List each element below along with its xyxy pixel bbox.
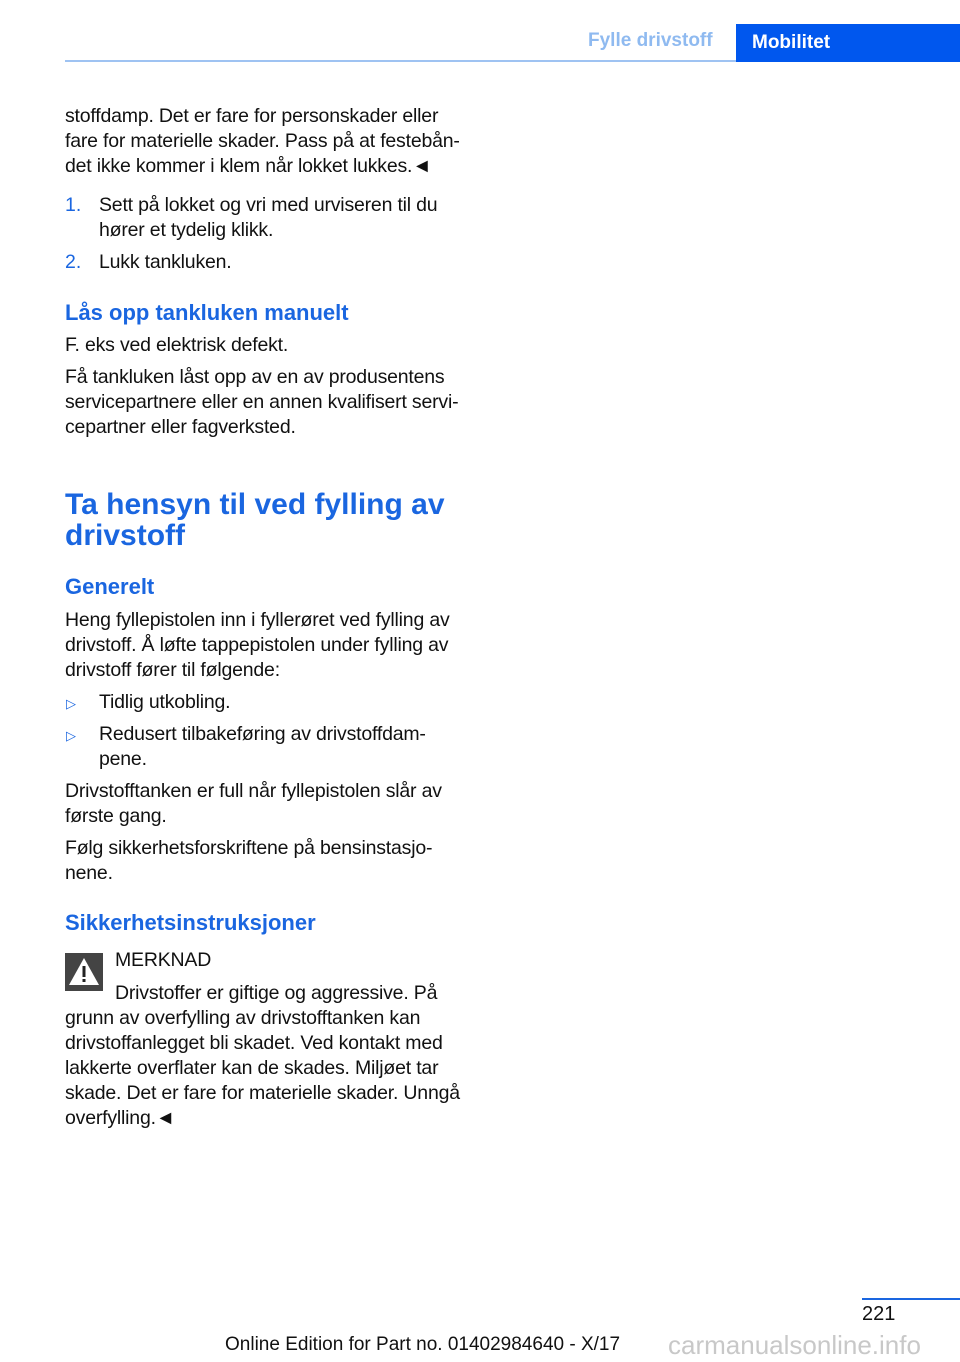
- unlock-p1: [65, 333, 485, 358]
- line: det ikke kommer i klem når lokket lukkes.◄: [65, 155, 432, 177]
- line: Drivstoffer er giftige og aggressive. På: [115, 982, 438, 1004]
- bullet-2: [99, 722, 519, 772]
- step-number: 1.: [65, 194, 82, 216]
- line: Få tankluken låst opp av en av produsentens: [65, 366, 445, 388]
- line: overfylling.◄: [65, 1107, 175, 1129]
- line: Følg sikkerhetsforskriftene på bensinstasjo-: [65, 837, 433, 859]
- general-heading: Generelt: [65, 574, 155, 599]
- step-number: 2.: [65, 251, 82, 273]
- line: lakkerte overflater kan de skades. Miljøet tar: [65, 1057, 439, 1079]
- warning-icon: [65, 953, 103, 991]
- line: servicepartnere eller en annen kvalifisert servi-: [65, 391, 459, 413]
- page-number-rule: [862, 1298, 960, 1300]
- step-1: [99, 193, 519, 243]
- line: pene.: [99, 748, 147, 770]
- line: fare for materielle skader. Pass på at festebån-: [65, 130, 460, 152]
- line: Tidlig utkobling.: [99, 691, 231, 713]
- line: stoffdamp. Det er fare for personskader eller: [65, 105, 439, 127]
- line: drivstoff. Å løfte tappepistolen under fylling av: [65, 634, 449, 656]
- notice-label: [115, 948, 535, 973]
- line: hører et tydelig klikk.: [99, 219, 274, 241]
- bullet-triangle-icon: ▷: [66, 728, 76, 743]
- step-2: [99, 250, 519, 275]
- general-p1: [65, 608, 485, 683]
- unlock-heading: Lås opp tankluken manuelt: [65, 300, 349, 325]
- line: grunn av overfylling av drivstofftanken kan: [65, 1007, 421, 1029]
- bullet-1: [99, 690, 519, 715]
- general-p3: [65, 836, 485, 886]
- line: Ta hensyn til ved fylling av: [65, 488, 445, 521]
- header-rule: [65, 60, 737, 62]
- notice-body: [65, 1006, 485, 1131]
- line: Heng fyllepistolen inn i fyllerøret ved fylling av: [65, 609, 450, 631]
- watermark: carmanualsonline.info: [668, 1330, 921, 1360]
- line: drivstoffanlegget bli skadet. Ved kontakt med: [65, 1032, 443, 1054]
- safety-heading: Sikkerhetsinstruksjoner: [65, 910, 316, 935]
- header-section: Fylle drivstoff: [588, 30, 713, 51]
- line: MERKNAD: [115, 949, 212, 971]
- general-p2: [65, 779, 485, 829]
- line: Sett på lokket og vri med urviseren til du: [99, 194, 438, 216]
- line: Lukk tankluken.: [99, 251, 232, 273]
- line: nene.: [65, 862, 113, 884]
- line: cepartner eller fagverksted.: [65, 416, 296, 438]
- line: skade. Det er fare for materielle skader. Unngå: [65, 1082, 460, 1104]
- line: drivstoff: [65, 519, 185, 552]
- section-title: [65, 489, 445, 551]
- intro-paragraph: [65, 104, 485, 179]
- notice-first-line: [115, 981, 535, 1006]
- footer-edition: Online Edition for Part no. 01402984640 - X/17: [225, 1334, 621, 1355]
- line: F. eks ved elektrisk defekt.: [65, 334, 289, 356]
- header-chapter-tab: Mobilitet: [736, 24, 960, 62]
- line: drivstoff fører til følgende:: [65, 659, 280, 681]
- line: første gang.: [65, 805, 167, 827]
- line: Drivstofftanken er full når fyllepistolen slår av: [65, 780, 442, 802]
- bullet-triangle-icon: ▷: [66, 696, 76, 711]
- unlock-p2: [65, 365, 485, 440]
- page-number: 221: [862, 1303, 896, 1325]
- line: Redusert tilbakeføring av drivstoffdam-: [99, 723, 426, 745]
